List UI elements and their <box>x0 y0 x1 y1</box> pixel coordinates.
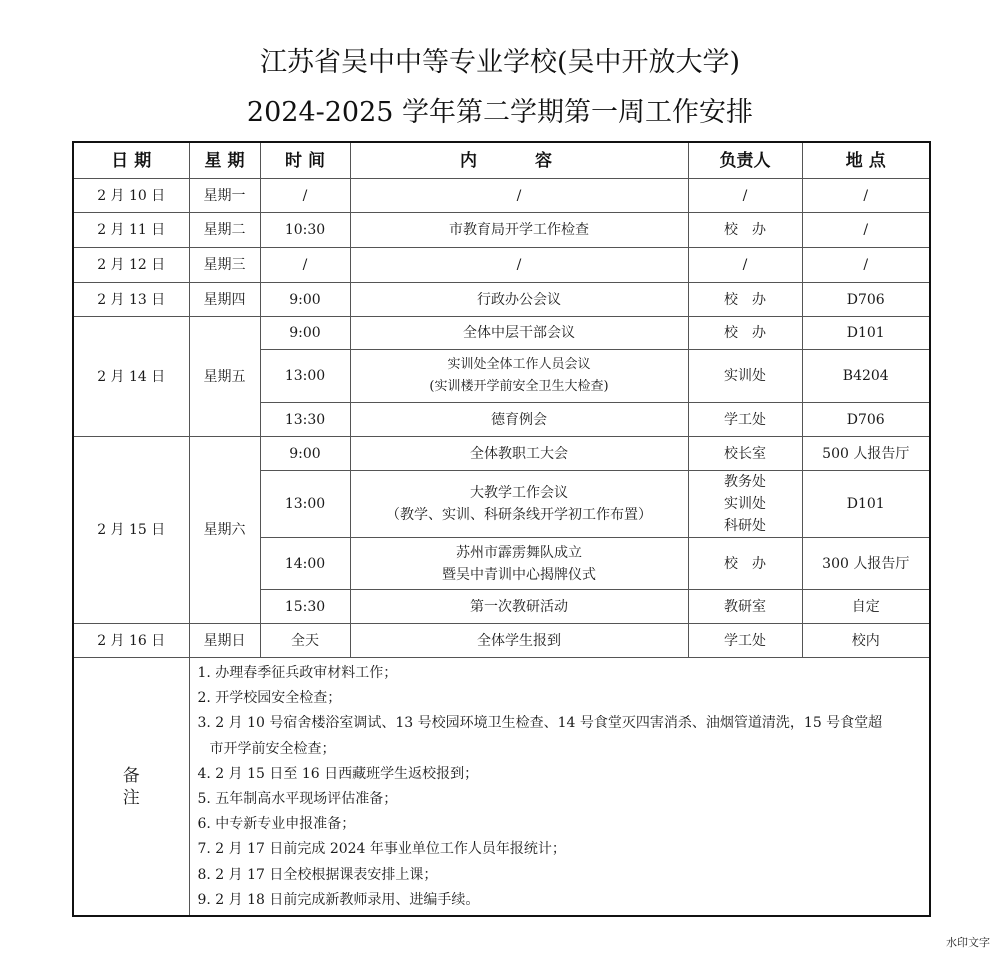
content-cell: 全体学生报到 <box>350 624 688 658</box>
date-cell: 2 月 16 日 <box>73 624 189 658</box>
location-cell: B4204 <box>802 350 930 403</box>
content-line: 苏州市霹雳舞队成立 <box>456 544 582 561</box>
time-cell: 15:30 <box>260 590 350 624</box>
content-cell <box>350 538 688 590</box>
location-cell: 300 人报告厅 <box>802 538 930 590</box>
content-cell <box>350 350 688 403</box>
note-item: 1. 办理春季征兵政审材料工作； <box>197 665 398 681</box>
header-weekday: 星 期 <box>189 142 260 179</box>
notes-content <box>189 658 930 917</box>
note-item: 4. 2 月 15 日至 16 日西藏班学生返校报到； <box>197 765 479 782</box>
responsible-cell: 实训处 <box>688 350 802 403</box>
responsible-cell: / <box>688 248 802 283</box>
responsible-cell: 学工处 <box>688 403 802 437</box>
time-cell: 9:00 <box>260 437 350 471</box>
weekday-cell: 星期四 <box>189 283 260 317</box>
time-cell: / <box>260 179 350 213</box>
responsible-cell: / <box>688 179 802 213</box>
note-item: 3. 2 月 10 号宿舍楼浴室调试、13 号校园环境卫生检查、14 号食堂灭四害消杀、油烟管道清洗，15 号食堂超 <box>197 715 883 732</box>
time-cell: / <box>260 248 350 283</box>
responsible-cell: 校 办 <box>688 538 802 590</box>
responsible-cell: 校长室 <box>688 437 802 471</box>
location-cell: D101 <box>802 317 930 350</box>
weekday-cell: 星期日 <box>189 624 260 658</box>
responsible-line: 教务处 <box>724 474 766 490</box>
content-cell: 德育例会 <box>350 403 688 437</box>
content-cell: 全体中层干部会议 <box>350 317 688 350</box>
notes-label-bottom: 注 <box>122 787 140 808</box>
time-cell: 9:00 <box>260 283 350 317</box>
note-item: 8. 2 月 17 日全校根据课表安排上课； <box>197 866 438 883</box>
date-cell: 2 月 13 日 <box>73 283 189 317</box>
note-item: 2. 开学校园安全检查； <box>197 690 342 707</box>
content-line: 大教学工作会议 <box>470 485 568 501</box>
responsible-cell: 校 办 <box>688 213 802 248</box>
location-cell: 自定 <box>802 590 930 624</box>
responsible-cell: 校 办 <box>688 317 802 350</box>
document-title: 江苏省吴中中等专业学校(吴中开放大学) <box>259 47 741 78</box>
weekday-cell: 星期五 <box>189 317 260 437</box>
table-row <box>73 437 930 471</box>
responsible-cell: 校 办 <box>688 283 802 317</box>
date-cell: 2 月 11 日 <box>73 213 189 248</box>
responsible-line: 实训处 <box>724 496 766 512</box>
table-row <box>73 213 930 248</box>
header-date: 日 期 <box>73 142 189 179</box>
responsible-cell <box>688 471 802 538</box>
document-subtitle: 2024-2025 学年第二学期第一周工作安排 <box>246 97 754 128</box>
location-cell: D706 <box>802 283 930 317</box>
table-row <box>73 283 930 317</box>
content-cell: 市教育局开学工作检查 <box>350 213 688 248</box>
content-cell: 第一次教研活动 <box>350 590 688 624</box>
schedule-table <box>72 141 931 917</box>
notes-label-top: 备 <box>122 765 140 786</box>
table-row <box>73 179 930 213</box>
responsible-cell: 教研室 <box>688 590 802 624</box>
content-line: 暨吴中青训中心揭牌仪式 <box>442 566 596 583</box>
content-cell: / <box>350 179 688 213</box>
time-cell: 9:00 <box>260 317 350 350</box>
note-item-continued: 市开学前安全检查； <box>209 740 336 757</box>
location-cell: / <box>802 179 930 213</box>
notes-label <box>73 658 189 917</box>
table-row <box>73 624 930 658</box>
weekday-cell: 星期六 <box>189 437 260 624</box>
location-cell: 500 人报告厅 <box>802 437 930 471</box>
content-line: （教学、实训、科研条线开学初工作布置） <box>386 507 652 523</box>
content-cell <box>350 471 688 538</box>
header-location: 地 点 <box>802 142 930 179</box>
location-cell: 校内 <box>802 624 930 658</box>
time-cell: 13:00 <box>260 350 350 403</box>
location-cell: / <box>802 248 930 283</box>
weekday-cell: 星期一 <box>189 179 260 213</box>
content-cell: 行政办公会议 <box>350 283 688 317</box>
responsible-line: 科研处 <box>724 518 766 534</box>
weekday-cell: 星期二 <box>189 213 260 248</box>
notes-row <box>73 658 930 917</box>
header-content: 内 容 <box>350 142 688 179</box>
location-cell: D101 <box>802 471 930 538</box>
responsible-cell: 学工处 <box>688 624 802 658</box>
date-cell: 2 月 10 日 <box>73 179 189 213</box>
location-cell: D706 <box>802 403 930 437</box>
time-cell: 14:00 <box>260 538 350 590</box>
content-line: (实训楼开学前安全卫生大检查) <box>429 379 609 394</box>
time-cell: 13:00 <box>260 471 350 538</box>
time-cell: 10:30 <box>260 213 350 248</box>
time-cell: 13:30 <box>260 403 350 437</box>
content-line: 实训处全体工作人员会议 <box>447 357 591 372</box>
header-time: 时 间 <box>260 142 350 179</box>
note-item: 7. 2 月 17 日前完成 2024 年事业单位工作人员年报统计； <box>197 841 566 858</box>
time-cell: 全天 <box>260 624 350 658</box>
note-item: 6. 中专新专业申报准备； <box>197 816 356 833</box>
date-cell: 2 月 15 日 <box>73 437 189 624</box>
weekday-cell: 星期三 <box>189 248 260 283</box>
table-header-row <box>73 142 930 179</box>
watermark-text: 水印文字 <box>946 936 990 949</box>
content-cell: / <box>350 248 688 283</box>
date-cell: 2 月 12 日 <box>73 248 189 283</box>
table-row <box>73 317 930 350</box>
date-cell: 2 月 14 日 <box>73 317 189 437</box>
table-row <box>73 248 930 283</box>
header-responsible: 负责人 <box>688 142 802 179</box>
content-cell: 全体教职工大会 <box>350 437 688 471</box>
note-item: 9. 2 月 18 日前完成新教师录用、进编手续。 <box>197 891 480 908</box>
note-item: 5. 五年制高水平现场评估准备； <box>197 791 398 808</box>
location-cell: / <box>802 213 930 248</box>
